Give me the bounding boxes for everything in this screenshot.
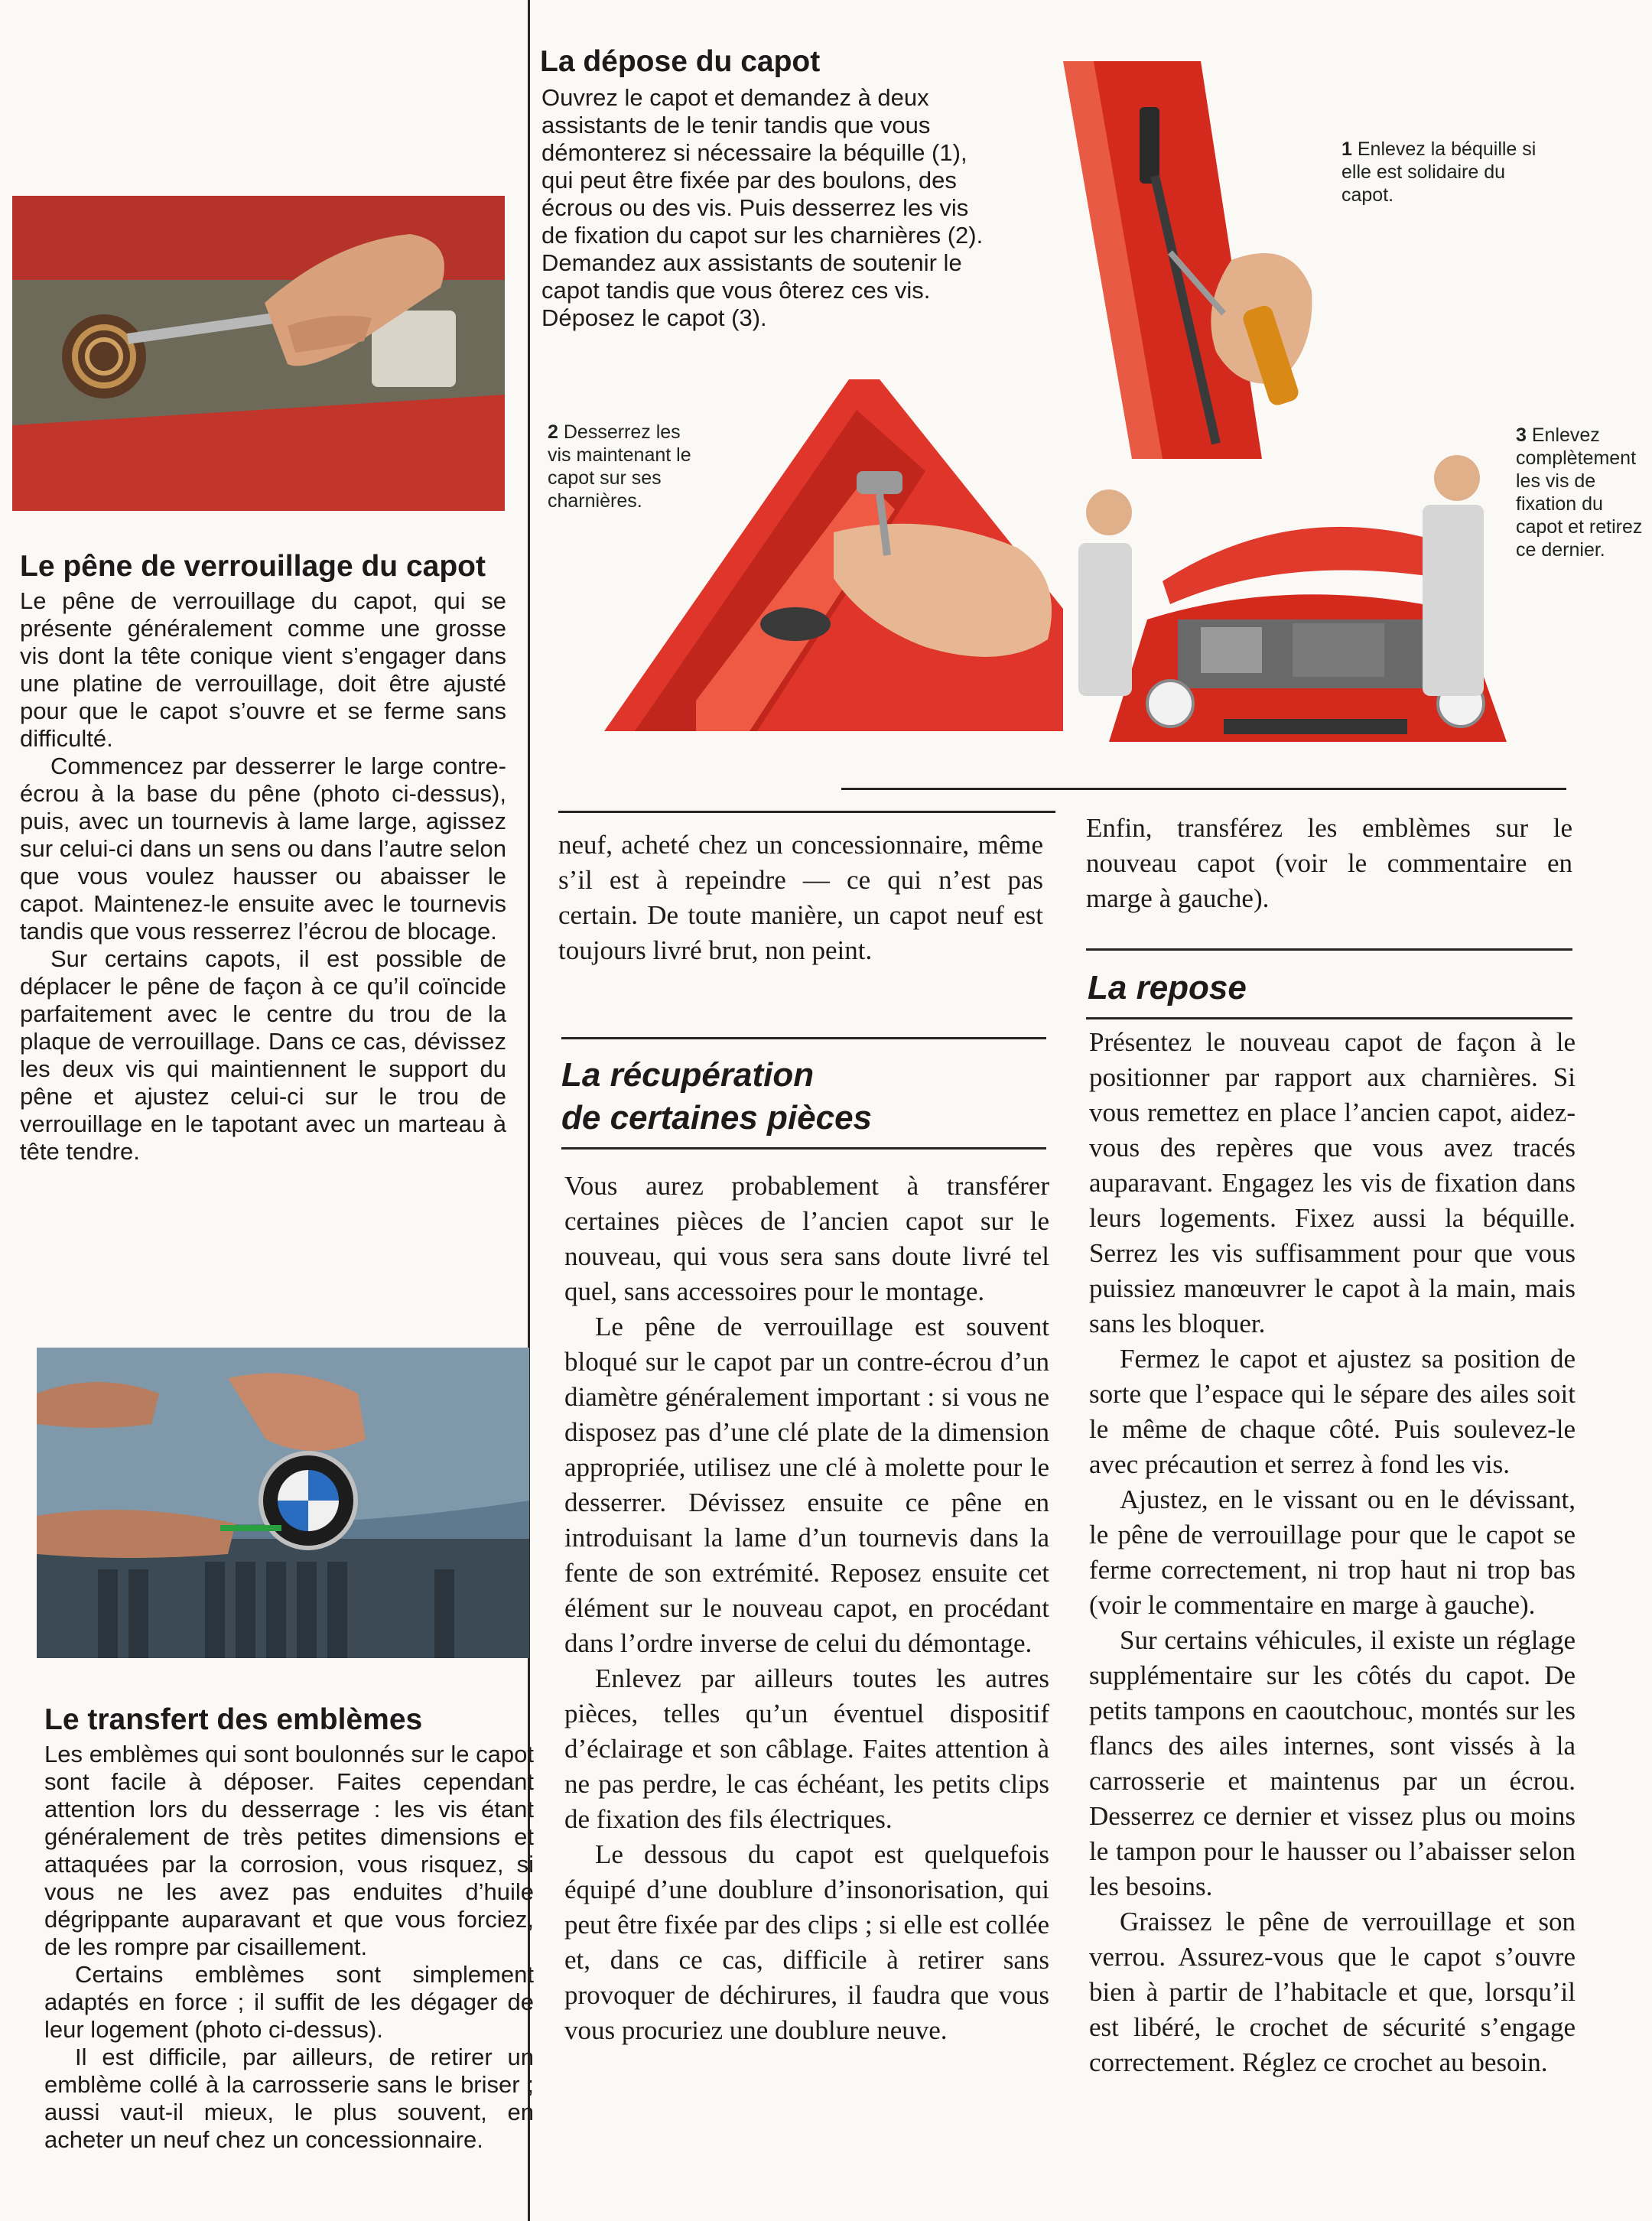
top-section-rule (841, 788, 1566, 790)
depose-line: écrous ou des vis. Puis desserrez les vis (541, 194, 969, 221)
recup-body (564, 1169, 1049, 2048)
depose-body (541, 84, 1031, 332)
caption-1 (1341, 138, 1540, 206)
repose-title: La repose (1088, 969, 1247, 1006)
depose-line: capot tandis que vous ôterez ces vis. (541, 277, 931, 304)
pene-paragraph: Commencez par desserrer le large contre-écrou à la base du pêne (photo ci-dessus), puis, avec un tournevis à lame large, agissez sur celui-ci dans un sens ou dans l’autre selon que vous voulez hausser ou abaisser le capot. Maintenez-le ensuite avec le tournevis tandis que vous resserrez l’écrou de blocage. (20, 753, 506, 945)
caption-3-number: 3 (1516, 424, 1527, 446)
emblemes-title: Le transfert des emblèmes (44, 1703, 423, 1736)
emblemes-paragraph: Certains emblèmes sont simplement adaptés en force ; il suffit de les dégager de leur logement (photo ci-dessus). (44, 1961, 534, 2043)
recup-title-line-1: La récupération (561, 1056, 815, 1094)
caption-2-text: Desserrez les vis maintenant le capot sur ses charnières. (548, 421, 691, 512)
repose-rule-top (1086, 948, 1572, 951)
depose-line: Demandez aux assistants de soutenir le (541, 249, 962, 276)
depose-line: assistants de le tenir tandis que vous (541, 112, 931, 138)
depose-line: démonterez si nécessaire la béquille (1), (541, 139, 967, 166)
repose-paragraph: Ajustez, en le vissant ou en le dévissant, le pêne de verrouillage pour que le capot se ferme correctement, ni trop haut ni trop bas (voir le commentaire en marge à gauche). (1089, 1484, 1576, 1620)
illustration-lift-hood (1063, 428, 1522, 742)
depose-line: Déposez le capot (3). (541, 304, 767, 331)
repose-paragraph: Graissez le pêne de verrouillage et son verrou. Assurez-vous que le capot s’ouvre bien à partir de l’habitacle et que, lorsqu’il est libéré, le crochet de sécurité s’engage correctement. Réglez ce crochet au besoin. (1089, 1907, 1576, 2077)
photo-bmw-emblem (37, 1348, 529, 1658)
recup-paragraph: Le pêne de verrouillage est souvent bloqué sur le capot par un contre-écrou d’un diamètre généralement important : si vous ne disposez pas d’une clé plate de la dimension appropriée, utilisez une clé à molette pour le desserrer. Dévissez ensuite ce pêne en introduisant la lame d’un tournevis dans la fente de son extrémité. Reposez ensuite cet élément sur le nouveau capot, en procédant dans l’ordre inverse de celui du démontage. (564, 1312, 1049, 1658)
middle-intro: neuf, acheté chez un concessionnaire, même s’il est à repeindre — ce qui n’est pas certain. De toute manière, un capot neuf est toujours livré brut, non peint. (558, 830, 1043, 965)
caption-2 (548, 421, 701, 512)
repose-rule-bottom (1086, 1017, 1572, 1019)
illustration-remove-prop-rod (1048, 61, 1323, 459)
recup-paragraph: Le dessous du capot est quelquefois équipé d’une doublure d’insonorisation, qui peut être fixée par des clips ; si elle est collée et, dans ce cas, difficile à retirer sans provoquer de déchirures, il faudra que vous vous procuriez une doublure neuve. (564, 1839, 1049, 2045)
caption-3 (1516, 424, 1650, 561)
recup-paragraph: Enlevez par ailleurs toutes les autres pièces, telles qu’un éventuel dispositif d’éclairage et son câblage. Faites attention à ne pas perdre, le cas échéant, les petits clips de fixation des fils électriques. (564, 1663, 1049, 1834)
recup-paragraph: Vous aurez probablement à transférer certaines pièces de l’ancien capot sur le nouveau, qui vous sera sans doute livré tel quel, sans accessoires pour le montage. (564, 1171, 1049, 1306)
depose-line: de fixation du capot sur les charnières (2). (541, 222, 984, 249)
recup-rule-bottom (561, 1147, 1046, 1150)
emblemes-paragraph: Les emblèmes qui sont boulonnés sur le capot sont facile à déposer. Faites cependant attention lors du desserrage : les vis étant généralement de très petites dimensions et attaquées par la corrosion, vous risquez, si vous ne les avez pas enduites d’huile dégrippante auparavant et que vous forciez, de les rompre par cisaillement. (44, 1741, 534, 1960)
caption-3-text: Enlevez complètement les vis de fixation du capot et retirez ce dernier. (1516, 424, 1643, 561)
emblemes-body (44, 1741, 534, 2154)
repose-paragraph: Fermez le capot et ajustez sa position de sorte que l’espace qui le sépare des ailes soit le même de chaque côté. Puis soulevez-le avec précaution et serrez à fond les vis. (1089, 1344, 1576, 1479)
depose-line: Ouvrez le capot et demandez à deux (541, 84, 929, 111)
pene-paragraph: Le pêne de verrouillage du capot, qui se présente généralement comme une grosse vis dont la tête conique vient s’engager dans une platine de verrouillage, doit être ajusté pour que le capot s’ouvre et se ferme sans difficulté. (20, 587, 506, 752)
repose-paragraph: Présentez le nouveau capot de façon à le positionner par rapport aux charnières. Si vous remettez en place l’ancien capot, aidez-vous des repères que vous avez tracés auparavant. Engagez les vis de fixation dans leurs logements. Fixez aussi la béquille. Serrez les vis suffisamment pour que vous puissiez manœuvrer le capot à la main, mais sans les bloquer. (1089, 1027, 1576, 1338)
middle-top-rule (558, 811, 1055, 813)
right-intro: Enfin, transférez les emblèmes sur le nouveau capot (voir le commentaire en marge à gauche). (1086, 813, 1572, 913)
depose-title: La dépose du capot (540, 45, 821, 78)
pene-title: Le pêne de verrouillage du capot (20, 550, 486, 583)
caption-1-number: 1 (1341, 138, 1352, 160)
pene-paragraph: Sur certains capots, il est possible de déplacer le pêne de façon à ce qu’il coïncide parfaitement avec le centre du trou de la plaque de verrouillage. Dans ce cas, dévissez les deux vis qui maintiennent le support du pêne et ajustez celui-ci sur le trou de verrouillage en le tapotant avec un marteau à tête tendre. (20, 945, 506, 1165)
caption-1-text: Enlevez la béquille si elle est solidaire du capot. (1341, 138, 1537, 206)
depose-line: qui peut être fixée par des boulons, des (541, 167, 957, 193)
recup-title-line-2: de certaines pièces (561, 1099, 873, 1137)
caption-2-number: 2 (548, 421, 558, 443)
pene-body (20, 587, 506, 1166)
emblemes-paragraph: Il est difficile, par ailleurs, de retirer un emblème collé à la carrosserie sans le briser ; aussi vaut-il mieux, le plus souvent, en acheter un neuf chez un concessionnaire. (44, 2044, 534, 2153)
repose-body (1089, 1025, 1576, 2080)
recup-rule-top (561, 1037, 1046, 1039)
photo-hood-latch-wrench (12, 196, 505, 511)
repose-paragraph: Sur certains véhicules, il existe un réglage supplémentaire sur les côtés du capot. De petits tampons en caoutchouc, montés sur les flancs des ailes internes, sont vissés à la carrosserie et maintenus par un écrou. Desserrez ce dernier et vissez plus ou moins le tampon pour le hausser ou l’abaisser selon les besoins. (1089, 1625, 1576, 1901)
